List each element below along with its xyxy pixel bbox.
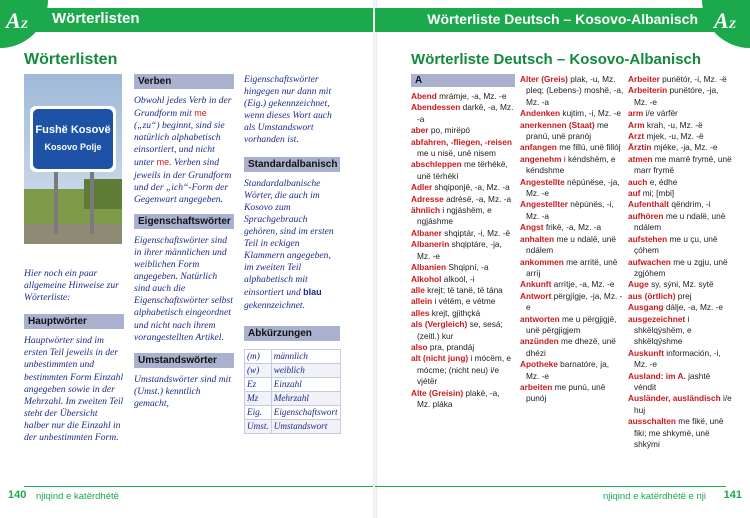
- entry-albanian: shqiponjë, -a, Mz. -a: [434, 182, 510, 193]
- entry-german: auch: [628, 176, 648, 187]
- az-logo-icon: [6, 8, 28, 34]
- dictionary-entry: [411, 228, 515, 239]
- abbreviation-code: Mz: [245, 391, 272, 405]
- abbreviation-code: Ez: [245, 377, 272, 391]
- text-standardalbanisch: [244, 178, 340, 312]
- entry-german: atmen: [628, 153, 653, 164]
- dictionary-entry: [520, 359, 624, 382]
- dict-column-1: [411, 74, 515, 410]
- entry-albanian: kujtim, -i, Mz. -e: [562, 108, 621, 119]
- dictionary-entry: [628, 120, 732, 131]
- entry-german: abfahren, -fliegen, -reisen: [411, 136, 512, 147]
- dictionary-entry: [628, 85, 732, 108]
- left-col-2: [134, 74, 234, 410]
- entry-german: aber: [411, 125, 429, 136]
- entry-german: arbeiten: [520, 381, 553, 392]
- dictionary-entry: [520, 314, 624, 337]
- highlight-blau: blau: [303, 287, 322, 298]
- text-eigenschaftswoerter: Eigenschaftswörter sind in ihrer männlichen und weiblichen Form angegeben. Natürlich sind auch die Eigenschaftswörter selbst alphabetisch eingeordnet und nicht nach ihrem vorangestellten Artikel.: [134, 234, 233, 343]
- entry-albanian: adrésë, -a, Mz. -a: [446, 193, 512, 204]
- entry-albanian: i mócëm, e mócme; (nicht neu) i/e vjétër: [417, 353, 512, 387]
- entry-german: Angestellte: [520, 176, 565, 187]
- dictionary-entry: [520, 199, 624, 222]
- entry-albanian: me u nisë, unë nisem: [417, 148, 496, 159]
- entry-albanian: i/e várfër: [645, 108, 678, 119]
- text-hauptwoerter: Hauptwörter sind im ersten Teil jeweils in der unbestimmten und bestimmten Form Einzahl angegeben sowie in der Mehrzahl. Im zweiten Teil steht der Übersicht halber nur die Einzahl in der unbestimmten Form.: [24, 335, 124, 444]
- entry-albanian: me arritë, unë arríj: [526, 256, 618, 278]
- text-verben-part-c: . Verben sind jeweils in der Grundform und der „ich“-Form der Gegenwart angegeben.: [134, 157, 232, 205]
- dictionary-entry: [520, 257, 624, 280]
- dictionary-entry: [628, 74, 732, 85]
- entry-albanian: me u përgjigjë, unë përgjigjem: [526, 313, 617, 335]
- dictionary-entry: [520, 222, 624, 233]
- entry-german: Ausgang: [628, 302, 664, 313]
- abbreviation-row: [245, 377, 341, 391]
- entry-german: aufwachen: [628, 256, 671, 267]
- entry-albanian: alkoól, -i: [443, 273, 475, 284]
- dictionary-entry: [411, 91, 515, 102]
- intro-text: Hier noch ein paar allgemeine Hinweise zur Wörterliste:: [24, 268, 119, 304]
- dictionary-entry: [520, 234, 624, 257]
- entry-german: anhalten: [520, 233, 555, 244]
- dictionary-entry: [520, 142, 624, 153]
- abbreviation-code: Umst.: [245, 419, 272, 433]
- dictionary-entry: [628, 348, 732, 371]
- entry-albanian: mjek, -u, Mz. -ë: [646, 131, 704, 142]
- entry-german: Aufenthalt: [628, 199, 670, 210]
- dictionary-entry: [411, 239, 515, 262]
- dictionary-entry: [411, 137, 515, 160]
- entry-german: alles: [411, 307, 430, 318]
- entry-albanian: mi; [mbi]: [642, 188, 675, 199]
- dictionary-entry: [411, 262, 515, 273]
- dictionary-entry: [411, 353, 515, 387]
- dictionary-entry: [411, 342, 515, 353]
- dictionary-entry: [520, 382, 624, 405]
- entry-albanian: me fillú, unë fillój: [559, 142, 621, 153]
- entry-german: ausgezeichnet: [628, 313, 686, 324]
- dictionary-entry: [628, 257, 732, 280]
- text-col3-top: Eigenschaftswörter hingegen nur dann mit (Eig.) gekennzeichnet, wenn dieses Wort auch als Umstandswort vorhanden ist.: [244, 74, 332, 146]
- dictionary-entry: [520, 74, 624, 108]
- dictionary-entry: [628, 154, 732, 177]
- heading-standardalbanisch: Standardalbanisch: [244, 157, 340, 172]
- entry-german: abschleppen: [411, 159, 462, 170]
- page-title-right: Wörterliste Deutsch – Kosovo-Albanisch: [411, 51, 702, 68]
- entry-albanian: i ngjáshëm, e ngjáshme: [417, 205, 492, 227]
- entry-albanian: mjéke, -ja, Mz. -e: [653, 142, 718, 153]
- entry-german: Angst: [520, 222, 544, 233]
- dict-column-3: [628, 74, 732, 450]
- entry-german: Arbeiter: [628, 74, 660, 84]
- dictionary-entry: [520, 108, 624, 119]
- entry-albanian: me punú, unë punój: [526, 381, 606, 404]
- entry-german: Alter (Greis): [520, 74, 568, 84]
- dictionary-entry: [411, 274, 515, 285]
- entry-albanian: nëpúnëse, -ja, Mz. -e: [526, 176, 620, 199]
- entry-albanian: plak, -u, Mz. pleq; (Lebens-) moshë, -a, Mz. -a: [526, 74, 624, 107]
- entry-albanian: pra, prandáj: [429, 341, 475, 352]
- entry-albanian: me u ndalë, unë ndálem: [634, 210, 726, 233]
- az-letter-a: A: [6, 8, 21, 33]
- entry-german: Arzt: [628, 131, 645, 142]
- text-verben-part-a: Obwohl jedes Verb in der Grundform mit: [134, 95, 232, 120]
- dictionary-entry: [628, 211, 732, 234]
- entry-albanian: i vétëm, e vétme: [434, 296, 496, 307]
- entry-albanian: i kéndshëm, e kéndshme: [526, 153, 616, 176]
- entry-albanian: me u ndalë, unë ndálem: [526, 233, 616, 256]
- sign-text-line1: Fushë Kosovë: [35, 124, 111, 136]
- abbreviation-meaning: männlich: [271, 349, 340, 363]
- text-standard-part-b: gekennzeichnet.: [244, 299, 305, 311]
- entry-albanian: Shqipní, -a: [448, 262, 489, 273]
- dictionary-entry: [411, 205, 515, 228]
- heading-eigenschaftswoerter: Eigenschaftswörter: [134, 214, 234, 229]
- entry-german: alle: [411, 284, 425, 295]
- entry-german: Abend: [411, 91, 437, 101]
- dictionary-entry: [411, 308, 515, 319]
- az-letter-a-right: A: [714, 8, 729, 33]
- dictionary-entry: [411, 194, 515, 205]
- entry-german: auf: [628, 188, 641, 199]
- entry-german: ankommen: [520, 256, 564, 267]
- entry-albanian: información, -i, Mz. -e: [634, 347, 721, 370]
- highlight-me-1: me: [194, 108, 207, 119]
- entry-german: allein: [411, 296, 433, 307]
- entry-german: als (Vergleich): [411, 319, 468, 330]
- page-title-left: Wörterlisten: [24, 51, 118, 68]
- entry-albanian: barnatóre, ja, Mz. -e: [526, 359, 610, 381]
- entry-albanian: darkë, -a, Mz. -a: [417, 102, 514, 124]
- footer-text-left: njiqind e katërdhétë: [36, 491, 119, 502]
- entry-albanian: punëtóre, -ja, Mz. -e: [634, 85, 719, 107]
- entry-albanian: sy, sýni, Mz. sytë: [651, 279, 714, 290]
- entry-german: antworten: [520, 313, 560, 324]
- dictionary-entry: [411, 296, 515, 307]
- entry-albanian: qëndrim, -i: [671, 199, 711, 210]
- entry-albanian: se, sesá; (zeitl.) kur: [417, 319, 503, 341]
- dictionary-entry: [520, 336, 624, 359]
- abbreviation-row: [245, 349, 341, 363]
- left-col-1: [24, 268, 124, 444]
- dictionary-entry: [628, 393, 732, 416]
- entry-german: angenehm: [520, 153, 562, 164]
- entry-albanian: i/e huj: [634, 393, 732, 415]
- left-corner-badge: [0, 0, 48, 48]
- dictionary-entry: [520, 120, 624, 143]
- entry-german: also: [411, 341, 428, 352]
- abbreviation-table: [244, 349, 341, 434]
- entry-german: arm: [628, 108, 644, 119]
- entry-albanian: me marrë frymë, unë marr frymë: [634, 153, 732, 176]
- entry-german: aufhören: [628, 210, 664, 221]
- entry-german: anzünden: [520, 336, 559, 347]
- dictionary-entry: [628, 302, 732, 313]
- dictionary-entry: [411, 388, 515, 411]
- entry-albanian: po, mirëpó: [430, 125, 471, 136]
- dictionary-entry: [628, 177, 732, 188]
- entry-german: Albanerin: [411, 239, 450, 250]
- road-sign-image: [24, 74, 122, 244]
- entry-albanian: me dhezë, unë dhézi: [526, 336, 616, 358]
- entry-albanian: prej: [677, 290, 692, 301]
- abbreviation-meaning: Umstandswort: [271, 419, 340, 433]
- dictionary-entry: [628, 371, 732, 394]
- dictionary-entry: [628, 291, 732, 302]
- entry-albanian: me fikë, unë fiki; me shkymë, unë shkými: [634, 416, 724, 449]
- abbreviation-meaning: Mehrzahl: [271, 391, 340, 405]
- highlight-me-2: me: [156, 157, 170, 168]
- abbreviation-row: [245, 419, 341, 433]
- dictionary-entry: [628, 188, 732, 199]
- left-footer-line: [24, 486, 375, 487]
- az-logo-icon-right: [714, 8, 736, 34]
- text-standard-part-a: Standardalbanische Wörter, die auch im Kosovo zum Sprachgebrauch gehören, sind im ersten Teil in eckigen Klammern angegeben, im zweiten Teil alphabetisch mit einsortiert und: [244, 177, 334, 299]
- text-verben-part-b: („zu“) beginnt, sind sie natürlich alphabetisch einsortiert, und nicht unter: [134, 120, 225, 169]
- entry-albanian: krejt, gjithçká: [431, 307, 481, 318]
- dict-column-2: [520, 74, 624, 405]
- dictionary-entry: [520, 154, 624, 177]
- abbreviation-code: Eig.: [245, 405, 272, 419]
- dictionary-entry: [411, 159, 515, 182]
- dictionary-entry: [520, 177, 624, 200]
- right-footer-line: [375, 486, 726, 487]
- abbreviation-row: [245, 405, 341, 419]
- entry-german: Abendessen: [411, 102, 461, 113]
- entry-german: Albaner: [411, 227, 442, 238]
- entry-german: ähnlich: [411, 205, 441, 216]
- entry-albanian: e, édhe: [649, 176, 678, 187]
- entry-albanian: krah, -u, Mz. -ë: [646, 119, 703, 130]
- entry-albanian: me pranú, unë pranój: [526, 119, 609, 142]
- right-corner-badge: [702, 0, 750, 48]
- entry-albanian: dálje, -a, Mz. -e: [665, 302, 723, 313]
- heading-abkuerzungen: Abkürzungen: [244, 326, 340, 341]
- letter-heading-a: A: [411, 74, 515, 87]
- dictionary-entry: [411, 102, 515, 125]
- road-sign-photo: [24, 74, 122, 244]
- az-letter-z: Z: [20, 17, 29, 31]
- entry-german: Alte (Greisin): [411, 387, 464, 398]
- dictionary-entry: [628, 416, 732, 450]
- dictionary-entry: [628, 142, 732, 153]
- entry-german: Angestellter: [520, 199, 568, 210]
- entry-german: Ärztin: [628, 142, 652, 153]
- footer-text-right: njiqind e katërdhétë e nji: [603, 491, 706, 502]
- sign-text-line2: Kosovo Polje: [44, 142, 102, 152]
- entry-german: anfangen: [520, 142, 557, 153]
- heading-umstandswoerter: Umstandswörter: [134, 353, 234, 368]
- dictionary-entry: [628, 279, 732, 290]
- right-page: [375, 0, 750, 518]
- page-number-right: 141: [723, 489, 742, 501]
- heading-verben: Verben: [134, 74, 234, 89]
- entry-german: Ausland: im A.: [628, 370, 686, 381]
- entry-german: Albanien: [411, 262, 447, 273]
- entry-german: Ankunft: [520, 279, 552, 290]
- entry-albanian: frikë, -a, Mz. -a: [545, 222, 602, 233]
- dictionary-entry: [411, 182, 515, 193]
- dictionary-entry: [628, 108, 732, 119]
- left-header-title: Wörterlisten: [52, 10, 140, 27]
- abbreviation-meaning: Einzahl: [271, 377, 340, 391]
- entry-albanian: me u zgju, unë zgjóhem: [634, 256, 728, 278]
- az-letter-z-right: Z: [728, 17, 737, 31]
- text-umstandswoerter: Umstandswörter sind mit (Umst.) kenntlich gemacht,: [134, 373, 232, 409]
- entry-albanian: jashtë véndit: [634, 370, 711, 392]
- dictionary-entry: [628, 314, 732, 348]
- dictionary-entry: [628, 199, 732, 210]
- entry-german: anerkennen (Staat): [520, 119, 595, 130]
- abbreviation-row: [245, 363, 341, 377]
- entry-albanian: me tërhékë, unë tërhékí: [417, 159, 508, 181]
- right-header-title: Wörterliste Deutsch – Kosovo-Albanisch: [427, 11, 698, 27]
- entry-german: Andenken: [520, 108, 561, 119]
- dictionary-entry: [520, 291, 624, 314]
- entry-german: Auskunft: [628, 347, 664, 358]
- entry-german: Antwort: [520, 290, 552, 301]
- entry-german: Arm: [628, 119, 645, 130]
- entry-albanian: plakë, -a, Mz. pláka: [417, 387, 500, 409]
- abbreviation-code: (m): [245, 349, 272, 363]
- entry-german: ausschalten: [628, 416, 676, 427]
- entry-albanian: shqiptáre, -ja, Mz. -e: [417, 239, 502, 261]
- abbreviation-meaning: Eigenschaftswort: [271, 405, 340, 419]
- dictionary-entry: [520, 279, 624, 290]
- dictionary-entry: [628, 131, 732, 142]
- dictionary-entry: [411, 285, 515, 296]
- text-verben: [134, 95, 234, 206]
- entry-german: Apotheke: [520, 359, 558, 370]
- entry-albanian: përgjígje, -ja, Mz. -e: [526, 290, 623, 313]
- entry-german: aufstehen: [628, 233, 668, 244]
- dictionary-entry: [628, 234, 732, 257]
- abbreviation-row: [245, 391, 341, 405]
- entry-german: alt (nicht jung): [411, 353, 469, 364]
- entry-albanian: shqiptár, -i, Mz. -ë: [444, 227, 511, 238]
- entry-german: aus (örtlich): [628, 290, 676, 301]
- entry-german: Adresse: [411, 193, 444, 204]
- entry-albanian: mrámje, -a, Mz. -e: [439, 91, 507, 101]
- entry-german: Alkohol: [411, 273, 442, 284]
- heading-hauptwoerter: Hauptwörter: [24, 314, 124, 329]
- entry-german: Adler: [411, 182, 433, 193]
- entry-albanian: krejt; të tanë, të tána: [427, 284, 503, 295]
- dictionary-entry: [411, 319, 515, 342]
- abbreviation-meaning: weiblich: [271, 363, 340, 377]
- abbreviation-code: (w): [245, 363, 272, 377]
- entry-german: Auge: [628, 279, 649, 290]
- entry-albanian: arrítje, -a, Mz. -e: [553, 279, 615, 290]
- page-number-left: 140: [8, 489, 27, 501]
- entry-german: Arbeiterin: [628, 85, 668, 96]
- left-col-3: [244, 74, 340, 434]
- dictionary-entry: [411, 125, 515, 136]
- entry-albanian: punëtór, -i, Mz. -ë: [662, 74, 727, 84]
- entry-albanian: nëpúnës, -i, Mz. -a: [526, 199, 614, 221]
- entry-albanian: me u çu, unë çóhem: [634, 233, 718, 256]
- entry-albanian: i shkëlqýshëm, e shkëlqýshme: [634, 313, 692, 347]
- entry-german: Ausländer, ausländisch: [628, 393, 721, 404]
